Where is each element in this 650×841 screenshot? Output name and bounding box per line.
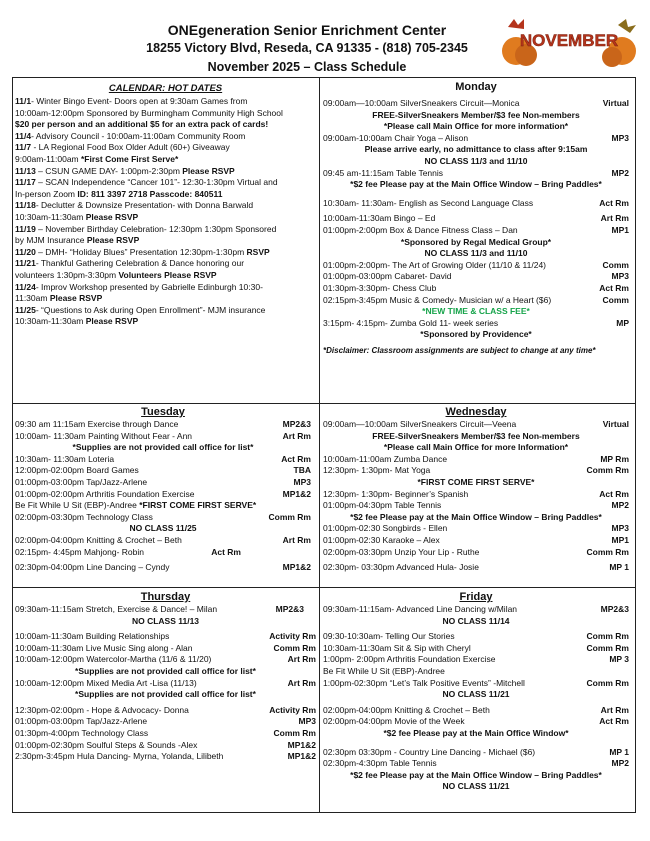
calendar-title: CALENDAR: HOT DATES: [108, 83, 223, 94]
calendar-item: 11/7 - LA Regional Food Box Older Adult (60+) Giveaway: [15, 142, 230, 153]
class-row: 1:00pm-02:30pm “Let’s Talk Positive Events” -Mitchell Comm Rm: [323, 677, 629, 688]
calendar-item: 10:30am-11:30am Please RSVP: [15, 316, 139, 327]
class-row: 01:00pm-04:30pm Table Tennis MP2: [323, 500, 629, 511]
calendar-item: 9:00am-11:00am *First Come First Serve*: [15, 153, 179, 164]
class-row: 10:00am- 11:30am Painting Without Fear - Ann Art Rm: [15, 430, 311, 441]
calendar-item: 11:30am Please RSVP: [15, 293, 103, 304]
class-row: 09:30 am 11:15am Exercise through Dance MP2&3: [15, 419, 311, 429]
class-row: 12:30pm-02:00pm - Hope & Advocacy- Donna Activity Rm: [15, 704, 316, 715]
class-note: *$2 fee Please pay at the Main Office Window – Bring Paddles*: [350, 769, 602, 780]
calendar-item: 11/25- “Questions to Ask during Open Enrollment”- MJM insurance: [15, 304, 266, 315]
class-row: 09:30am-11:15am- Advanced Line Dancing w/Milan MP2&3: [323, 604, 629, 614]
friday-section: [323, 590, 629, 793]
row-divider-1: [12, 403, 636, 404]
class-row: 10:00am-11:00am Zumba Dance MP Rm: [323, 453, 629, 464]
class-note: NO CLASS 11/3 and 11/10: [424, 248, 528, 259]
day-title-thursday: Thursday: [140, 591, 191, 603]
class-note: NO CLASS 11/13: [131, 615, 200, 626]
class-row: 09:00am—10:00am SilverSneakers Circuit—Veena Virtual: [323, 419, 629, 429]
class-note: NO CLASS 11/14: [442, 615, 510, 626]
class-row: 02:00pm-03:30pm Technology Class Comm Rm: [15, 511, 311, 522]
class-note-new: *NEW TIME & CLASS FEE*: [422, 306, 530, 317]
calendar-item: $20 per person and an additional $5 for an extra pack of cards!: [15, 119, 269, 130]
monday-section: [323, 80, 629, 356]
class-note: NO CLASS 11/25: [129, 523, 197, 534]
class-note: FREE-SilverSneakers Member/$3 fee Non-members: [372, 430, 580, 441]
calendar-item: 11/1- Winter Bingo Event- Doors open at 9:30am Games from: [15, 96, 248, 106]
class-note: *Please call Main Office for more information*: [383, 121, 569, 132]
day-title-friday: Friday: [459, 591, 493, 603]
class-note: *Supplies are not provided call office for list*: [75, 665, 256, 676]
class-row: 1:00pm- 2:00pm Arthritis Foundation Exercise MP 3: [323, 654, 629, 665]
class-note: FREE-SilverSneakers Member/$3 fee Non-members: [372, 109, 580, 120]
class-row: 01:30pm-3:30pm- Chess Club Act Rm: [323, 282, 629, 293]
class-note: *$2 fee Please pay at the Main Office Window – Bring Paddles*: [350, 179, 602, 190]
class-row: Be Fit While U Sit (EBP)-Andree *FIRST COME FIRST SERVE*: [15, 500, 257, 511]
class-row: 01:00pm-02:30 Songbirds - Ellen MP3: [323, 523, 629, 534]
november-logo: [500, 13, 638, 69]
calendar-item: 11/20 – DMH- “Holiday Blues” Presentation 12:30pm-1:30pm RSVP: [15, 246, 270, 257]
class-row: 01:00pm-02:30pm Soulful Steps & Sounds -Alex MP1&2: [15, 739, 316, 750]
calendar-item: 11/18- Declutter & Downsize Presentation- with Donna Barwald: [15, 200, 254, 211]
class-row: 10:30am- 11:30am- English as Second Language Class Act Rm: [323, 197, 629, 208]
class-note: *$2 fee Please pay at the Main Office Window*: [383, 727, 569, 738]
class-row: 12:00pm-02:00pm Board Games TBA: [15, 465, 311, 476]
calendar-item: In-person Zoom ID: 811 3397 2718 Passcode: 840511: [15, 188, 223, 199]
class-row: 12:30pm- 1:30pm- Beginner’s Spanish Act Rm: [323, 488, 629, 499]
class-row: 01:00pm-2:00pm- The Art of Growing Older (11/10 & 11/24) Comm: [323, 259, 629, 270]
class-row: 09:30-10:30am- Telling Our Stories Comm Rm: [323, 631, 629, 642]
class-note: *Sponsored by Providence*: [420, 329, 532, 340]
class-row: 10:30am-11:30am Sit & Sip with Cheryl Comm Rm: [323, 642, 629, 653]
class-row: 01:00pm-03:00pm Tap/Jazz-Arlene MP3: [15, 716, 316, 727]
class-row: 01:00pm-02:30 Karaoke – Alex MP1: [323, 534, 629, 545]
day-title-tuesday: Tuesday: [141, 406, 185, 418]
class-row: 2:30pm-3:45pm Hula Dancing- Myrna, Yolanda, Lilibeth MP1&2: [15, 751, 316, 762]
class-row: 09:00am-10:00am Chair Yoga – Alison MP3: [323, 132, 629, 143]
logo-text: NOVEMBER: [519, 31, 619, 50]
calendar-item: 11/13 – CSUN GAME DAY- 1:00pm-2:30pm Please RSVP: [15, 165, 235, 176]
class-note: *Sponsored by Regal Medical Group*: [400, 236, 552, 247]
wednesday-section: [323, 405, 629, 574]
class-row: 01:00pm-2:00pm Box & Dance Fitness Class – Dan MP1: [323, 224, 629, 235]
class-note: *Supplies are not provided call office for list*: [72, 442, 254, 453]
class-row: 02:30pm- 03:30pm Advanced Hula- Josie MP 1: [323, 562, 629, 573]
tuesday-section: [15, 405, 311, 574]
class-row: 02:00pm-04:00pm Knitting & Crochet – Beth Art Rm: [323, 704, 629, 715]
day-title-wednesday: Wednesday: [445, 406, 507, 418]
calendar-item: by MJM Insurance Please RSVP: [15, 235, 140, 246]
day-title-monday: Monday: [455, 81, 497, 93]
class-row: 01:30pm-4:00pm Technology Class Comm Rm: [15, 727, 316, 738]
class-row: 01:00pm-03:00pm Cabaret- David MP3: [323, 271, 629, 282]
thursday-section: [15, 590, 316, 763]
class-note: *Please call Main Office for more Information*: [383, 442, 569, 453]
class-note: *Supplies are not provided call office for list*: [75, 689, 256, 700]
calendar-item: 11/24- Improv Workshop presented by Gabrielle Edinburgh 10:30-: [15, 281, 263, 292]
disclaimer: *Disclaimer: Classroom assignments are subject to change at any time*: [323, 345, 596, 355]
calendar-item: 10:00am-12:00pm Sponsored by Burmingham Community High School: [15, 107, 283, 118]
class-row: 10:00am-12:00pm Mixed Media Art -Lisa (11/13) Art Rm: [15, 677, 316, 688]
class-row: 3:15pm- 4:15pm- Zumba Gold 11- week series MP: [323, 317, 629, 328]
org-address: 18255 Victory Blvd, Reseda, CA 91335 - (818) 705-2345: [146, 41, 468, 55]
org-title: ONEgeneration Senior Enrichment Center: [167, 22, 447, 38]
row-divider-2: [12, 587, 636, 588]
class-row: 02:15pm- 4:45pm Mahjong- Robin Act Rm: [15, 546, 241, 557]
class-row: 01:00pm-03:00pm Tap/Jazz-Arlene MP3: [15, 476, 311, 487]
class-row: 09:30am-11:15am Stretch, Exercise & Dance! – Milan MP2&3: [15, 604, 304, 614]
class-note: *$2 fee Please pay at the Main Office Window – Bring Paddles*: [350, 511, 602, 522]
calendar-item: 11/4- Advisory Council - 10:00am-11:00am Community Room: [15, 130, 246, 141]
calendar-item: 11/21- Thankful Gathering Celebration & Dance honoring our: [15, 258, 245, 269]
class-row: 02:00pm-04:00pm Knitting & Crochet – Beth Art Rm: [15, 534, 311, 545]
class-note: *FIRST COME FIRST SERVE*: [417, 476, 535, 487]
class-row: 09:00am—10:00am SilverSneakers Circuit—Monica Virtual: [323, 98, 629, 108]
class-row: 02:30pm 03:30pm - Country Line Dancing - Michael ($6) MP 1: [323, 746, 629, 757]
class-row: 01:00pm-02:00pm Arthritis Foundation Exercise MP1&2: [15, 488, 311, 499]
class-row: 09:45 am-11:15am Table Tennis MP2: [323, 167, 629, 178]
class-note: NO CLASS 11/21: [442, 781, 510, 792]
class-row: 02:30pm-04:00pm Line Dancing – Cyndy MP1&2: [15, 562, 311, 573]
class-row: 10:00am-11:30am Live Music Sing along - Alan Comm Rm: [15, 642, 316, 653]
calendar-section: [15, 82, 316, 328]
class-note: Please arrive early, no admittance to class after 9:15am: [364, 144, 588, 155]
calendar-item: 10:30am-11:30am Please RSVP: [15, 211, 139, 222]
class-row: 02:00pm-03:30pm Unzip Your Lip - Ruthe Comm Rm: [323, 546, 629, 557]
class-row: 10:30am- 11:30am Loteria Act Rm: [15, 453, 311, 464]
class-row: 10:00am-11:30am Building Relationships Activity Rm: [15, 631, 316, 642]
class-row: 12:30pm- 1:30pm- Mat Yoga Comm Rm: [323, 465, 629, 476]
class-row: 02:00pm-04:00pm Movie of the Week Act Rm: [323, 716, 629, 727]
calendar-item: 11/17 – SCAN Independence “Cancer 101”- 12:30-1:30pm Virtual and: [15, 177, 278, 188]
class-row: 10:00am-12:00pm Watercolor-Martha (11/6 & 11/20) Art Rm: [15, 654, 316, 665]
class-row: 02:30pm-4:30pm Table Tennis MP2: [323, 758, 629, 769]
class-row: Be Fit While U Sit (EBP)-Andree: [323, 665, 445, 676]
schedule-title: November 2025 – Class Schedule: [207, 60, 407, 74]
column-divider: [319, 77, 320, 813]
calendar-item: 11/19 – November Birthday Celebration- 12:30pm 1:30pm Sponsored: [15, 223, 277, 234]
class-row: 02:15pm-3:45pm Music & Comedy- Musician w/ a Heart ($6) Comm: [323, 294, 629, 305]
class-row: 10:00am-11:30am Bingo – Ed Art Rm: [323, 213, 629, 224]
calendar-item: volunteers 1:30pm-3:30pm Volunteers Please RSVP: [15, 269, 217, 280]
class-note: NO CLASS 11/21: [442, 689, 510, 700]
class-note: NO CLASS 11/3 and 11/10: [424, 155, 528, 166]
